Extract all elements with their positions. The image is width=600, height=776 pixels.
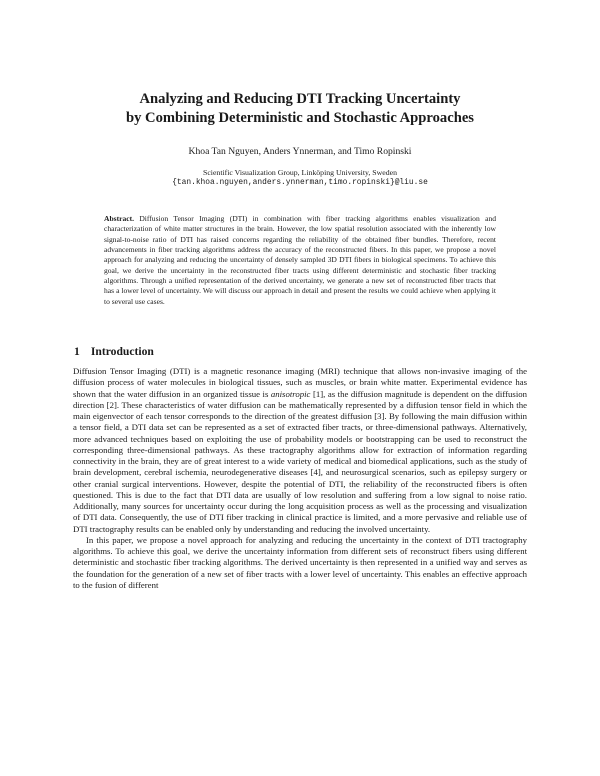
affiliation: Scientific Visualization Group, Linköping University, Sweden [203, 168, 397, 177]
paragraph-1 [73, 366, 527, 535]
title-line-1: Analyzing and Reducing DTI Tracking Uncertainty [139, 91, 461, 107]
abstract-label: Abstract. [104, 214, 134, 223]
section-number: 1 [74, 345, 80, 358]
paragraph-2: In this paper, we propose a novel approach for analyzing and reducing the uncertainty in the context of DTI tractography algorithms. To achieve this goal, we derive the uncertainty information from different sets of reconstruct fibers using different deterministic and stochastic fiber tracking algorithms. The derived uncertainty is then represented in a unified way and serves as the foundation for the generation of a new set of fiber tracts with a lower level of uncertainty. This enables an effective approach to the fusion of different [73, 534, 527, 590]
title-line-2: by Combining Deterministic and Stochastic Approaches [126, 110, 474, 126]
paper-title [60, 90, 540, 128]
para1-emphasis: anisotropic [270, 388, 311, 399]
body-text [73, 366, 527, 591]
abstract-text: Diffusion Tensor Imaging (DTI) in combination with fiber tracking algorithms enables visualization and characterization of white matter structures in the brain. However, the low spatial resolution associated with the inherently low signal-to-noise ratio of DTI has raised concerns regarding the reliability of the obtained fiber bundles. Therefore, recent advancements in fiber tracking algorithms address the accuracy of the reconstructed fibers. In this paper, we propose a novel approach for analyzing and reducing the uncertainty of densely sampled 3D DTI fibers in biological specimens. To achieve this goal, we derive the uncertainty in the reconstructed fiber tracts using different deterministic and stochastic fiber tracking algorithms. Through a unified representation of the derived uncertainty, we generate a new set of reconstructed fiber tracts that has a lower level of uncertainty. We will discuss our approach in detail and present the results we could achieve when applying it to several use cases. [104, 214, 496, 306]
author-list: Khoa Tan Nguyen, Anders Ynnerman, and Timo Ropinski [188, 146, 412, 157]
para1-text-b: [1], as the diffusion magnitude is dependent on the diffusion direction [2]. These characteristics of water diffusion can be mathematically represented by a diffusion tensor field in which the main eigenvector of each tensor corresponds to the direction of the greatest diffusion [3]. By following the main diffusion within a tensor field, a DTI data set can be represented as a set of extracted fiber tracts, or three-dimensional pathways. Alternatively, more advanced techniques based on exploiting the use of probability models or bootstrapping can be used to reconstruct the corresponding three-dimensional pathways. As these tractography algorithms allow for extraction of information regarding connectivity in the brain, they are of great interest to a wide variety of medical and biomedical applications, such as the study of brain development, cerebral ischemia, neurodegenerative diseases [4], and neurosurgical scenarios, such as epilepsy surgery or other cranial surgical interventions. However, despite the potential of DTI, the reliability of the reconstructed fibers is often questioned. This is due to the fact that DTI data are usually of low resolution and suffering from a low signal to noise ratio. Additionally, many sources for uncertainty occur during the long acquisition process as well as the processing and visualization of DTI data. Consequently, the use of DTI fiber tracking in clinical practice is limited, and a more pervasive and reliable use of DTI tractography results can be enabled only by understanding and reducing the involved uncertainty. [73, 388, 527, 534]
para1-text-a: Diffusion Tensor Imaging (DTI) is a magnetic resonance imaging (MRI) technique that allows non-invasive imaging of the diffusion process of water molecules in biological tissues, such as muscles, or brain white matter. Experimental evidence has shown that the water diffusion in an organized tissue is [73, 366, 527, 399]
section-title: Introduction [90, 345, 154, 358]
section-heading [74, 345, 154, 358]
affiliation-block [60, 168, 540, 189]
abstract [104, 214, 496, 307]
author-emails: {tan.khoa.nguyen,anders.ynnerman,timo.ropinski}@liu.se [172, 178, 428, 188]
